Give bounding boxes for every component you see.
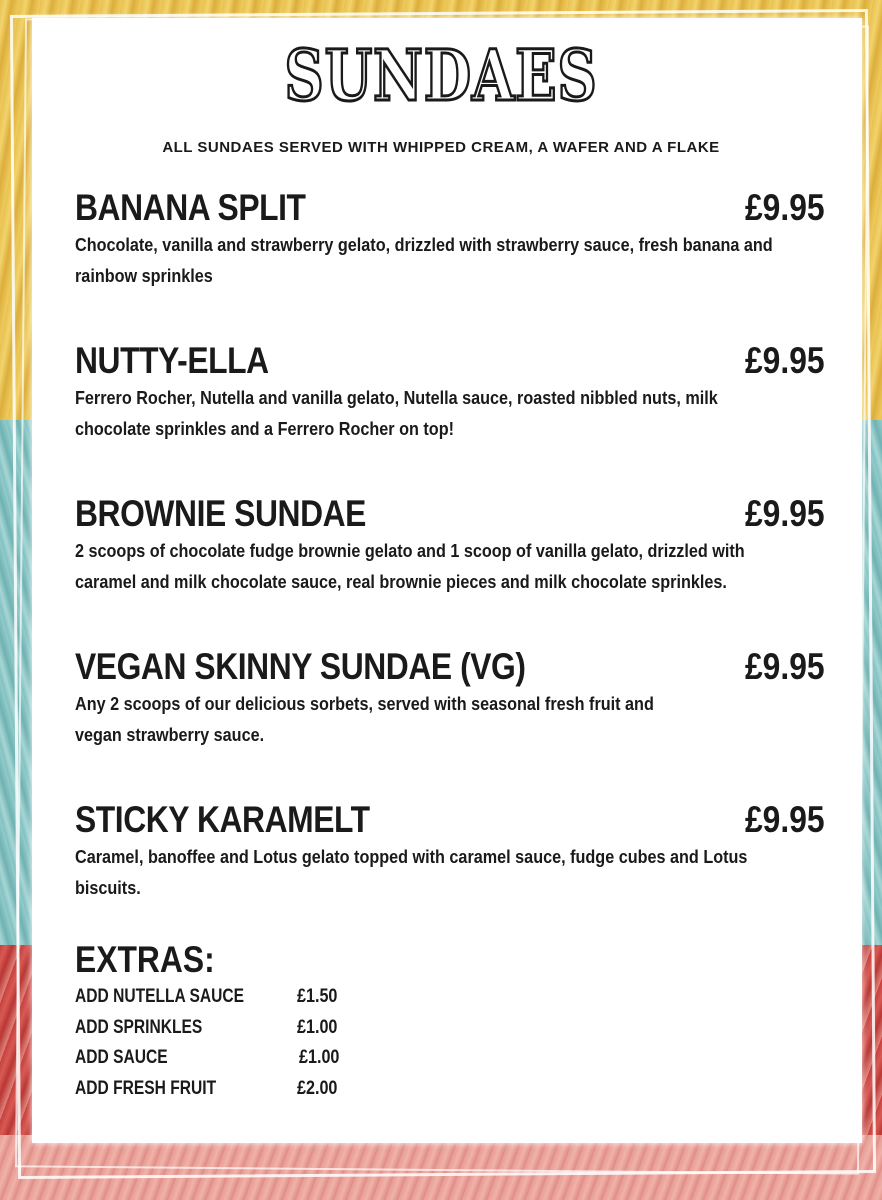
extra-row bbox=[75, 1043, 375, 1074]
extra-name: ADD SAUCE bbox=[75, 1047, 168, 1068]
item-description: Caramel, banoffee and Lotus gelato topped with caramel sauce, fudge cubes and Lotus biscuits. bbox=[75, 847, 748, 898]
extra-name: ADD FRESH FRUIT bbox=[75, 1077, 217, 1099]
item-price: £9.95 bbox=[745, 646, 825, 687]
menu-subtitle: ALL SUNDAES SERVED WITH WHIPPED CREAM, A WAFER AND A FLAKE bbox=[162, 139, 720, 156]
extra-name: ADD NUTELLA SAUCE bbox=[75, 986, 245, 1007]
extras-heading: EXTRAS: bbox=[75, 939, 215, 980]
extra-price: £1.50 bbox=[297, 986, 338, 1007]
item-description: Chocolate, vanilla and strawberry gelato, drizzled with strawberry sauce, fresh banana and rainbow sprinkles bbox=[75, 235, 773, 286]
item-name: BANANA SPLIT bbox=[75, 187, 306, 228]
extra-row bbox=[75, 1013, 375, 1044]
item-description: 2 scoops of chocolate fudge brownie gelato and 1 scoop of vanilla gelato, drizzled with caramel and milk chocolate sauce, real brownie pieces and milk chocolate sprinkles. bbox=[75, 541, 745, 592]
extra-name: ADD SPRINKLES bbox=[75, 1016, 203, 1038]
item-name: STICKY KARAMELT bbox=[75, 799, 370, 840]
item-name: BROWNIE SUNDAE bbox=[75, 493, 366, 534]
item-name: NUTTY-ELLA bbox=[75, 340, 269, 381]
item-name: VEGAN SKINNY SUNDAE (VG) bbox=[75, 646, 526, 687]
item-price: £9.95 bbox=[745, 799, 825, 840]
item-price: £9.95 bbox=[745, 187, 825, 228]
extra-price: £2.00 bbox=[297, 1077, 338, 1099]
extra-price: £1.00 bbox=[299, 1047, 340, 1068]
extra-row bbox=[75, 982, 375, 1013]
item-price: £9.95 bbox=[745, 340, 825, 381]
item-description: Ferrero Rocher, Nutella and vanilla gelato, Nutella sauce, roasted nibbled nuts, milk chocolate sprinkles and a Ferrero Rocher on top! bbox=[75, 388, 718, 439]
extras-list bbox=[75, 982, 375, 1104]
item-price: £9.95 bbox=[745, 493, 825, 534]
extra-row bbox=[75, 1074, 375, 1105]
item-description: Any 2 scoops of our delicious sorbets, served with seasonal fresh fruit and vegan strawberry sauce. bbox=[75, 694, 654, 745]
extra-price: £1.00 bbox=[297, 1016, 338, 1038]
page-title: SUNDAES bbox=[284, 34, 598, 117]
